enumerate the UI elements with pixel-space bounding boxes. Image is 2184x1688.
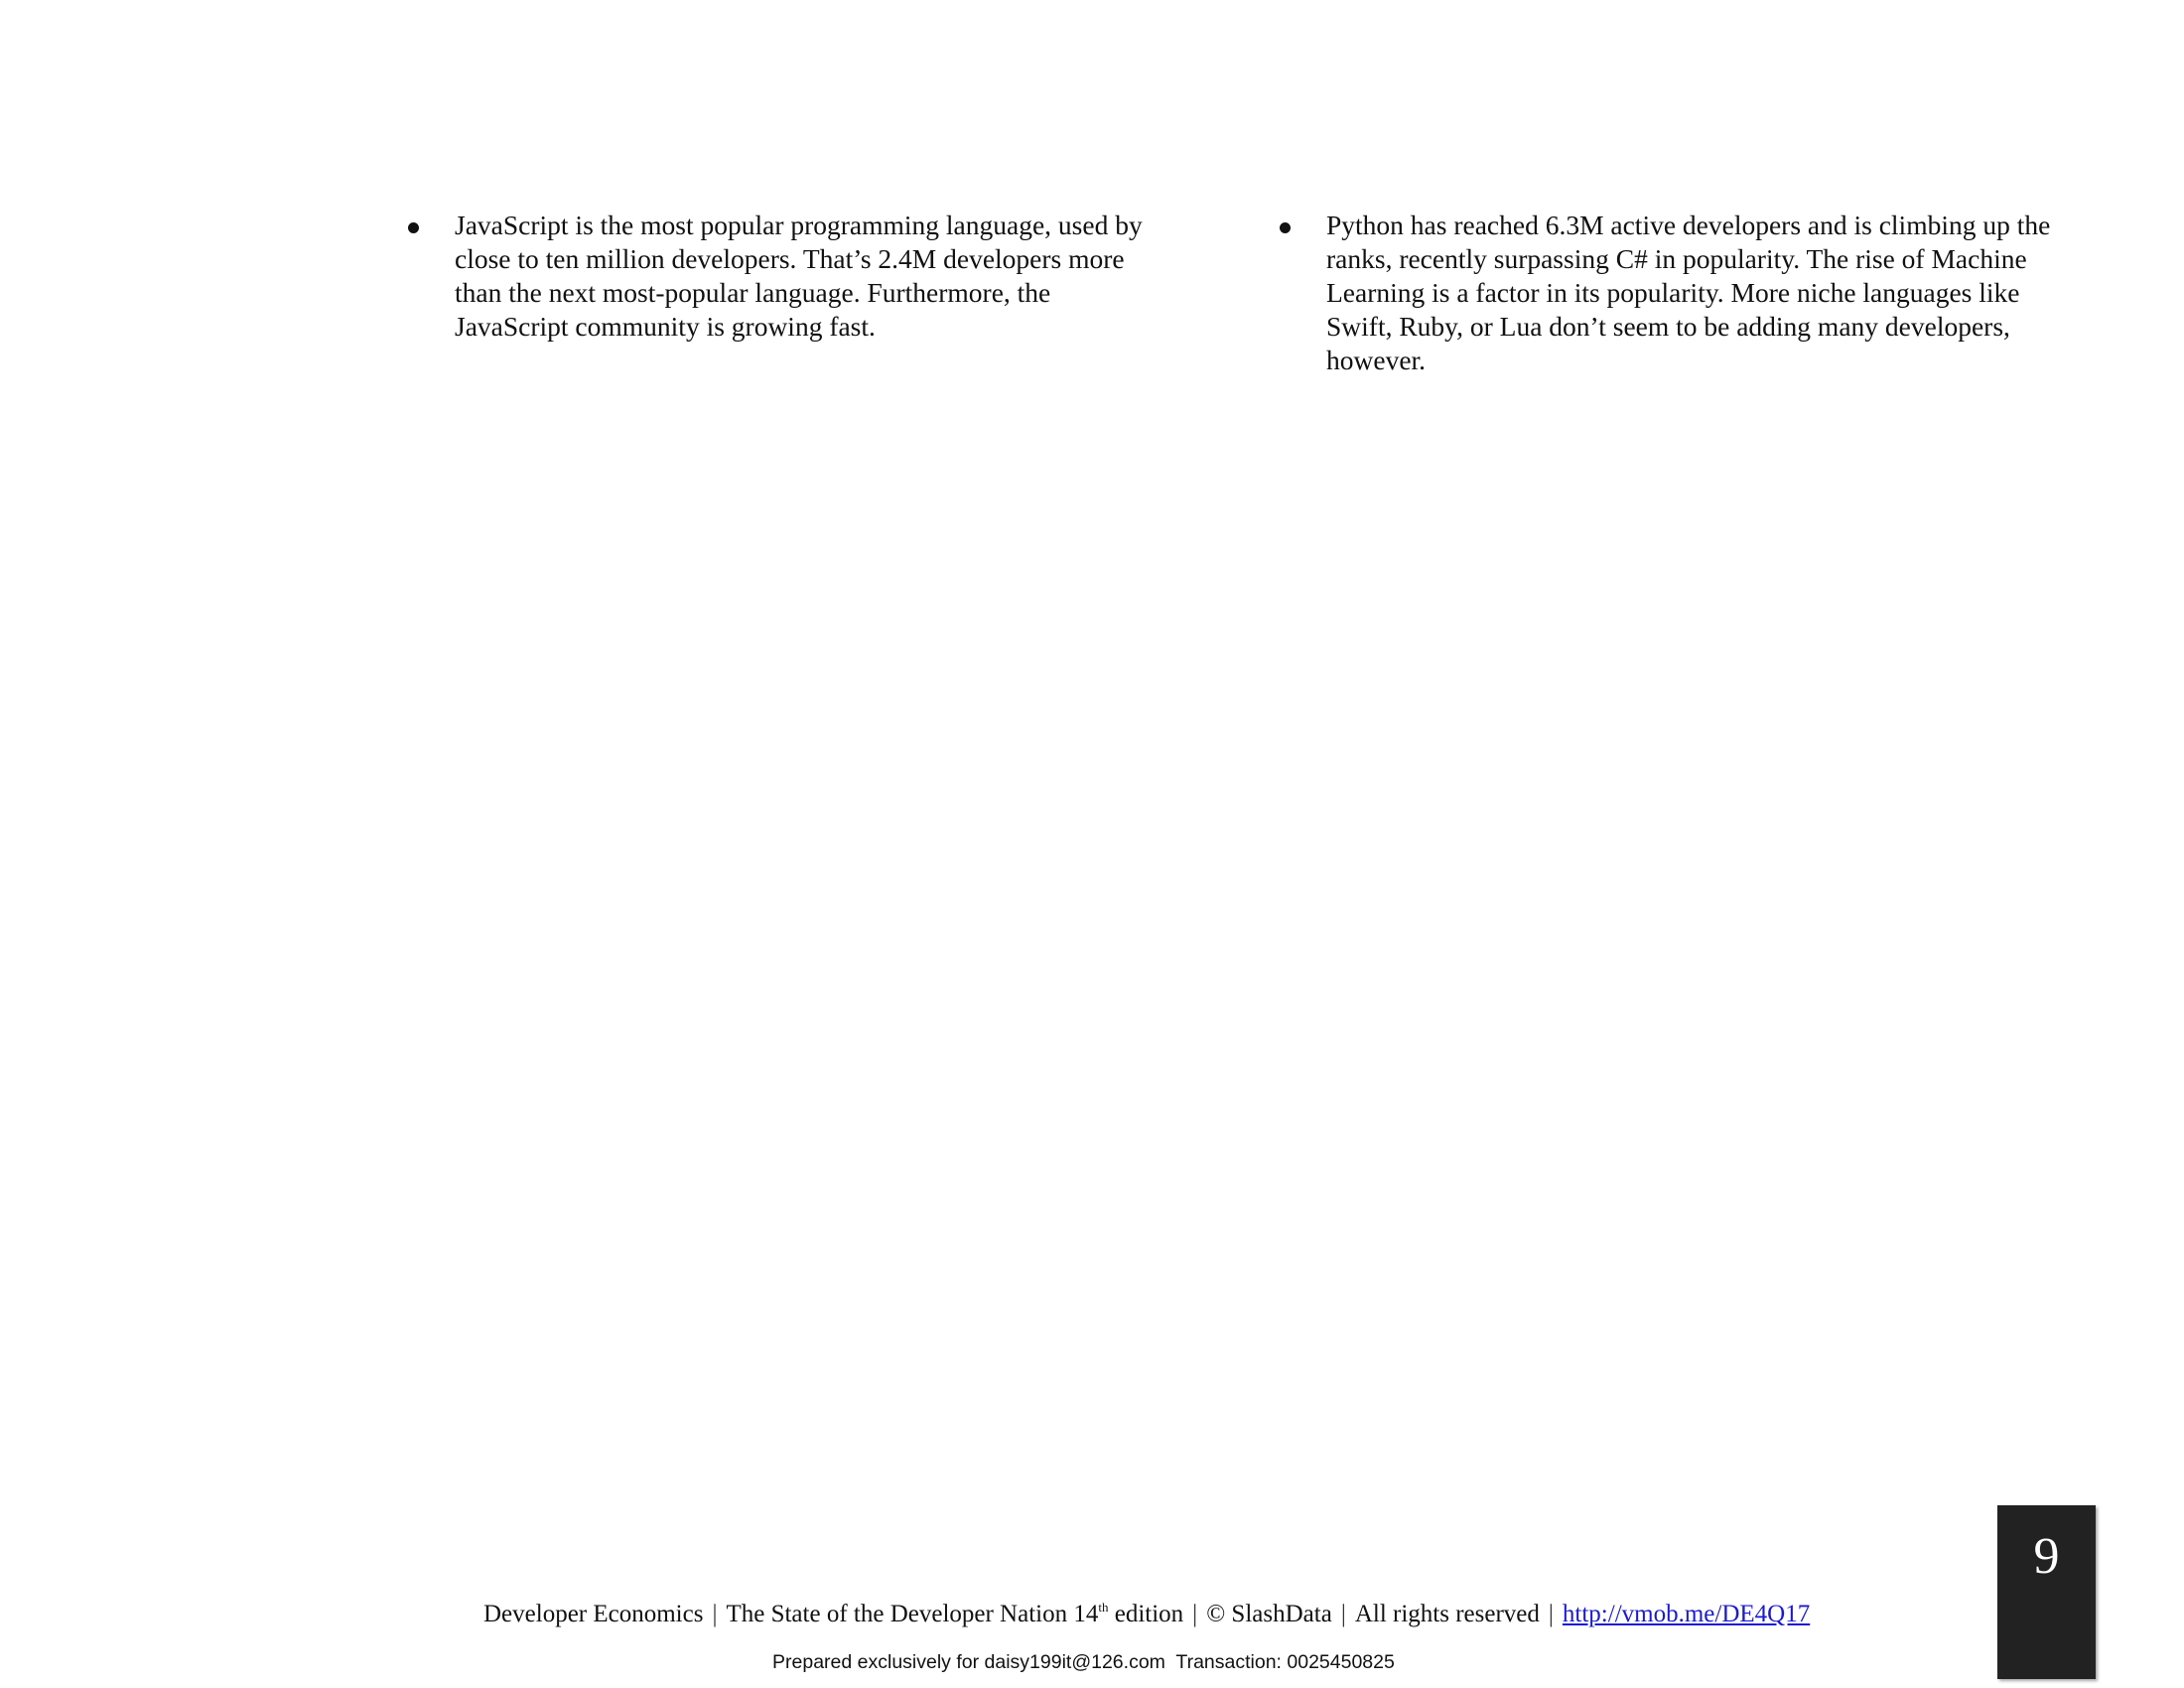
footer-report-title: The State of the Developer Nation 14th edition [726, 1600, 1184, 1627]
page-number: 9 [2033, 1528, 2060, 1585]
bullet-item [397, 209, 1166, 344]
footer-separator: | [712, 1601, 718, 1627]
footer-separator: | [1192, 1601, 1198, 1627]
bullet-dot-icon [408, 222, 419, 233]
bullet-item [1269, 209, 2063, 377]
page-footer [483, 1593, 1953, 1629]
bullet-text: Python has reached 6.3M active developers and is climbing up the ranks, recently surpassing C# in popularity. The rise of Machine Learning is a factor in its popularity. More niche languages like Swift, Ruby, or Lua don’t seem to be adding many developers, however. [1326, 210, 2051, 375]
bullet-text: JavaScript is the most popular programming language, used by close to ten million developers. That’s 2.4M developers more than the next most-popular language. Furthermore, the JavaScript community is growing fast. [455, 210, 1143, 342]
footer-brand: Developer Economics [483, 1601, 704, 1627]
page-number-box [1997, 1505, 2096, 1679]
footer-link[interactable]: http://vmob.me/DE4Q17 [1562, 1601, 1811, 1627]
footer-separator: | [1340, 1601, 1346, 1627]
bullet-column-right [1269, 209, 2063, 377]
footer-copyright: © SlashData [1206, 1601, 1332, 1627]
bullet-column-left [397, 209, 1166, 344]
prepared-for-notice: Prepared exclusively for daisy199it@126.com Transaction: 0025450825 [772, 1651, 1395, 1673]
bullet-dot-icon [1280, 222, 1291, 233]
footer-rights: All rights reserved [1354, 1601, 1540, 1627]
footer-separator: | [1548, 1601, 1554, 1627]
